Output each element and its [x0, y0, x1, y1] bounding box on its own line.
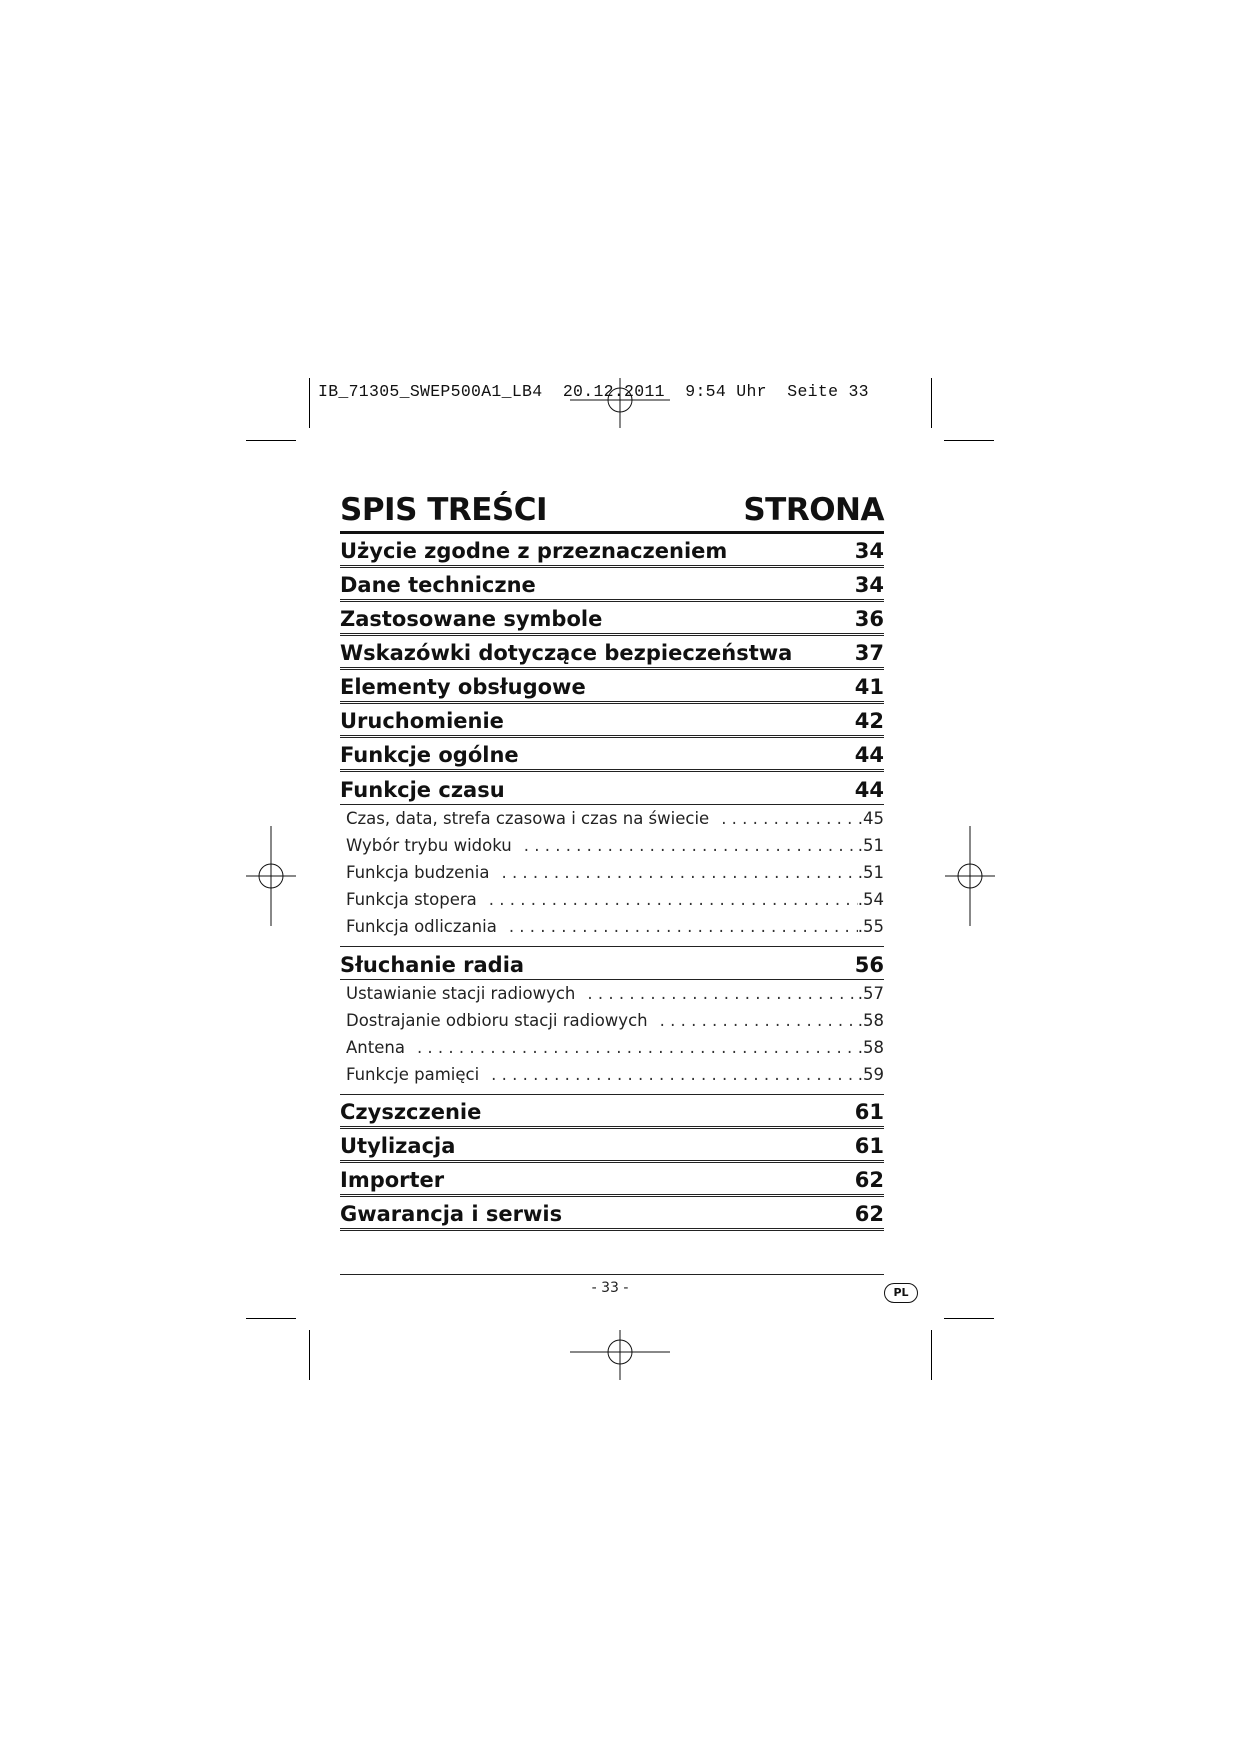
toc-sub-entry [346, 886, 884, 913]
toc-sub-entry-title: Funkcja stopera [346, 890, 477, 909]
table-of-contents [340, 490, 884, 1231]
toc-entry [340, 1163, 884, 1197]
toc-entries [340, 534, 884, 1231]
toc-entry-title: Uruchomienie [340, 709, 504, 733]
toc-sub-entry [346, 980, 884, 1007]
toc-entry-title: Importer [340, 1168, 445, 1192]
toc-entry-page: 41 [854, 675, 884, 699]
crop-mark [944, 1318, 994, 1319]
toc-entry-title: Elementy obsługowe [340, 675, 586, 699]
crop-mark [309, 378, 310, 428]
dot-leader [501, 859, 857, 886]
crop-mark [246, 440, 296, 441]
crop-mark [246, 1318, 296, 1319]
toc-sub-entry-page: .57 [857, 984, 884, 1003]
toc-entry-title: Funkcje ogólne [340, 743, 519, 767]
toc-sub-entry-title: Funkcje pamięci [346, 1065, 480, 1084]
toc-entry [340, 534, 884, 568]
toc-sub-entry [346, 913, 884, 940]
toc-entry-title: Gwarancja i serwis [340, 1202, 563, 1226]
toc-sub-list [340, 980, 884, 1095]
toc-entry-title: Funkcje czasu [340, 778, 505, 802]
dot-leader [489, 886, 858, 913]
toc-sub-entry [346, 1034, 884, 1061]
toc-entry-title: Dane techniczne [340, 573, 536, 597]
toc-entry-page: 42 [854, 709, 884, 733]
toc-sub-entry [346, 805, 884, 832]
toc-entry-title: Użycie zgodne z przeznaczeniem [340, 539, 728, 563]
toc-sub-entry [346, 1061, 884, 1088]
toc-entry [340, 947, 884, 980]
toc-sub-entry-title: Antena [346, 1038, 405, 1057]
toc-entry-page: 62 [854, 1202, 884, 1226]
toc-sub-entry [346, 1007, 884, 1034]
toc-sub-entry [346, 859, 884, 886]
crop-mark [931, 378, 932, 428]
toc-sub-entry-title: Czas, data, strefa czasowa i czas na świecie [346, 809, 710, 828]
crop-mark [931, 1330, 932, 1380]
toc-entry-page: 56 [854, 953, 884, 977]
toc-sub-entry [346, 832, 884, 859]
toc-entry-page: 36 [854, 607, 884, 631]
toc-entry-title: Słuchanie radia [340, 953, 525, 977]
language-badge: PL [884, 1283, 918, 1303]
toc-entry [340, 1197, 884, 1231]
registration-mark-right-icon [945, 826, 995, 926]
toc-header [340, 490, 884, 530]
toc-entry-page: 61 [854, 1100, 884, 1124]
dot-leader [417, 1034, 858, 1061]
toc-entry [340, 1129, 884, 1163]
toc-sub-entry-page: .51 [857, 863, 884, 882]
footer-rule [340, 1274, 884, 1275]
toc-entry [340, 738, 884, 772]
toc-sub-entry-title: Funkcja budzenia [346, 863, 490, 882]
toc-sub-entry-page: .58 [857, 1011, 884, 1030]
toc-sub-entry-title: Wybór trybu widoku [346, 836, 512, 855]
dot-leader [721, 805, 858, 832]
toc-entry-title: Czyszczenie [340, 1100, 482, 1124]
crop-mark [309, 1330, 310, 1380]
toc-entry-page: 44 [854, 743, 884, 767]
page-number: - 33 - [591, 1280, 629, 1296]
toc-entry [340, 772, 884, 805]
toc-entry-page: 61 [854, 1134, 884, 1158]
registration-mark-left-icon [246, 826, 296, 926]
toc-entry [340, 568, 884, 602]
toc-sub-entry-page: .59 [857, 1065, 884, 1084]
toc-entry [340, 670, 884, 704]
toc-entry-page: 37 [854, 641, 884, 665]
toc-entry-page: 34 [854, 573, 884, 597]
toc-entry [340, 704, 884, 738]
dot-leader [509, 913, 858, 940]
toc-entry-title: Zastosowane symbole [340, 607, 603, 631]
toc-entry [340, 602, 884, 636]
printer-slug-line: IB_71305_SWEP500A1_LB4 20.12.2011 9:54 Uhr Seite 33 [318, 382, 869, 401]
toc-sub-entry-page: .45 [857, 809, 884, 828]
toc-sub-entry-title: Dostrajanie odbioru stacji radiowych [346, 1011, 648, 1030]
toc-sub-entry-page: .51 [857, 836, 884, 855]
toc-sub-entry-title: Funkcja odliczania [346, 917, 497, 936]
toc-entry [340, 636, 884, 670]
toc-entry-page: 62 [854, 1168, 884, 1192]
toc-title: SPIS TREŚCI [340, 492, 548, 528]
dot-leader [587, 980, 857, 1007]
crop-mark [944, 440, 994, 441]
dot-leader [491, 1061, 858, 1088]
registration-mark-bottom-icon [570, 1330, 670, 1380]
toc-sub-entry-page: .58 [857, 1038, 884, 1057]
dot-leader [660, 1007, 858, 1034]
toc-entry-title: Wskazówki dotyczące bezpieczeństwa [340, 641, 793, 665]
toc-sub-list [340, 805, 884, 947]
toc-entry [340, 1095, 884, 1129]
toc-entry-page: 44 [854, 778, 884, 802]
dot-leader [524, 832, 858, 859]
toc-entry-page: 34 [854, 539, 884, 563]
toc-sub-entry-page: .55 [857, 917, 884, 936]
toc-entry-title: Utylizacja [340, 1134, 456, 1158]
toc-sub-entry-page: .54 [857, 890, 884, 909]
toc-sub-entry-title: Ustawianie stacji radiowych [346, 984, 576, 1003]
toc-page-column-title: STRONA [743, 492, 884, 528]
